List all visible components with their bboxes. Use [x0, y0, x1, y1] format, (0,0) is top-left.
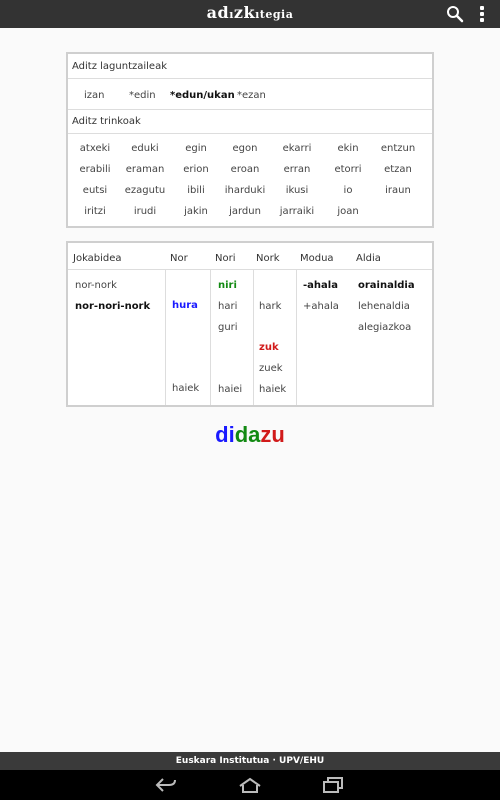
- verb-item[interactable]: etzan: [384, 164, 412, 175]
- column-divider: [253, 269, 254, 405]
- option-nork-zuek[interactable]: zuek: [259, 363, 283, 374]
- search-icon[interactable]: [446, 5, 464, 23]
- system-nav-bar: [0, 770, 500, 800]
- verb-item[interactable]: etorri: [334, 164, 362, 175]
- option-nork-hark[interactable]: hark: [259, 301, 282, 312]
- verb-item[interactable]: erabili: [79, 164, 111, 175]
- option-modua-minus-ahala[interactable]: -ahala: [303, 280, 338, 291]
- option-aldia-orainaldia[interactable]: orainaldia: [358, 280, 415, 291]
- verb-item[interactable]: joan: [337, 206, 359, 217]
- verb-item[interactable]: ekin: [337, 143, 359, 154]
- column-divider: [165, 269, 166, 405]
- aux-item-edun-ukan[interactable]: *edun/ukan: [170, 90, 235, 101]
- option-modua-plus-ahala[interactable]: +ahala: [303, 301, 339, 312]
- header-nork: Nork: [256, 253, 280, 264]
- verb-item[interactable]: iraun: [385, 185, 411, 196]
- divider: [68, 133, 432, 134]
- aux-section-title: Aditz laguntzaileak: [72, 61, 167, 72]
- verb-item[interactable]: jarraiki: [279, 206, 315, 217]
- verb-item[interactable]: eutsi: [82, 185, 108, 196]
- verb-item[interactable]: jardun: [229, 206, 261, 217]
- header-modua: Modua: [300, 253, 334, 264]
- verb-item[interactable]: iharduki: [224, 185, 266, 196]
- option-nor-haiek[interactable]: haiek: [172, 383, 200, 394]
- verb-item[interactable]: ezagutu: [124, 185, 166, 196]
- verb-item[interactable]: atxeki: [79, 143, 111, 154]
- form-part-ergative: zu: [260, 422, 285, 447]
- option-nori-niri[interactable]: niri: [218, 280, 237, 291]
- header-jokabidea: Jokabidea: [73, 253, 122, 264]
- form-part-dative: di: [215, 422, 235, 447]
- option-nork-haiek[interactable]: haiek: [259, 384, 287, 395]
- header-nor: Nor: [170, 253, 188, 264]
- column-divider: [210, 269, 211, 405]
- option-nor-hura[interactable]: hura: [172, 300, 198, 311]
- verb-item[interactable]: egon: [232, 143, 258, 154]
- verb-item[interactable]: ekarri: [282, 143, 312, 154]
- verb-item[interactable]: ibili: [187, 185, 205, 196]
- divider: [68, 109, 432, 110]
- option-nori-hari[interactable]: hari: [218, 301, 238, 312]
- option-nor-nork[interactable]: nor-nork: [75, 280, 117, 291]
- verb-item[interactable]: erion: [183, 164, 209, 175]
- option-nori-haiei[interactable]: haiei: [218, 384, 243, 395]
- header-nori: Nori: [215, 253, 236, 264]
- verb-item[interactable]: egin: [185, 143, 207, 154]
- home-icon[interactable]: [238, 777, 260, 793]
- divider: [68, 78, 432, 79]
- verb-item[interactable]: ikusi: [285, 185, 309, 196]
- header-aldia: Aldia: [356, 253, 381, 264]
- verb-item[interactable]: entzun: [380, 143, 416, 154]
- conjugation-table: [66, 241, 434, 407]
- verb-item[interactable]: eraman: [125, 164, 165, 175]
- aux-item-izan[interactable]: izan: [84, 90, 105, 101]
- verb-item[interactable]: eroan: [230, 164, 260, 175]
- verbs-panel: [66, 52, 434, 228]
- option-aldia-alegiazkoa[interactable]: alegiazkoa: [358, 322, 412, 333]
- aux-item-ezan[interactable]: *ezan: [237, 90, 266, 101]
- verb-item[interactable]: eduki: [131, 143, 159, 154]
- verb-item[interactable]: iritzi: [84, 206, 106, 217]
- verb-item[interactable]: jakin: [184, 206, 208, 217]
- aux-item-edin[interactable]: *edin: [129, 90, 156, 101]
- column-divider: [296, 269, 297, 405]
- overflow-menu-icon[interactable]: [475, 5, 489, 23]
- back-icon[interactable]: [155, 777, 177, 793]
- option-nor-nori-nork[interactable]: nor-nori-nork: [75, 301, 151, 312]
- option-aldia-lehenaldia[interactable]: lehenaldia: [358, 301, 410, 312]
- footer-credit: Euskara Institutua · UPV/EHU: [0, 752, 500, 770]
- option-nork-zuk[interactable]: zuk: [259, 342, 279, 353]
- form-part-absolutive: da: [234, 422, 261, 447]
- verb-item[interactable]: erran: [283, 164, 311, 175]
- conjugated-form: [0, 422, 500, 448]
- app-title: adızkıtegia: [206, 3, 294, 22]
- verb-item[interactable]: io: [343, 185, 353, 196]
- verb-item[interactable]: irudi: [133, 206, 157, 217]
- recents-icon[interactable]: [322, 777, 344, 793]
- synthetic-section-title: Aditz trinkoak: [72, 116, 141, 127]
- option-nori-guri[interactable]: guri: [218, 322, 238, 333]
- header-divider: [68, 269, 432, 270]
- action-bar: [0, 0, 500, 28]
